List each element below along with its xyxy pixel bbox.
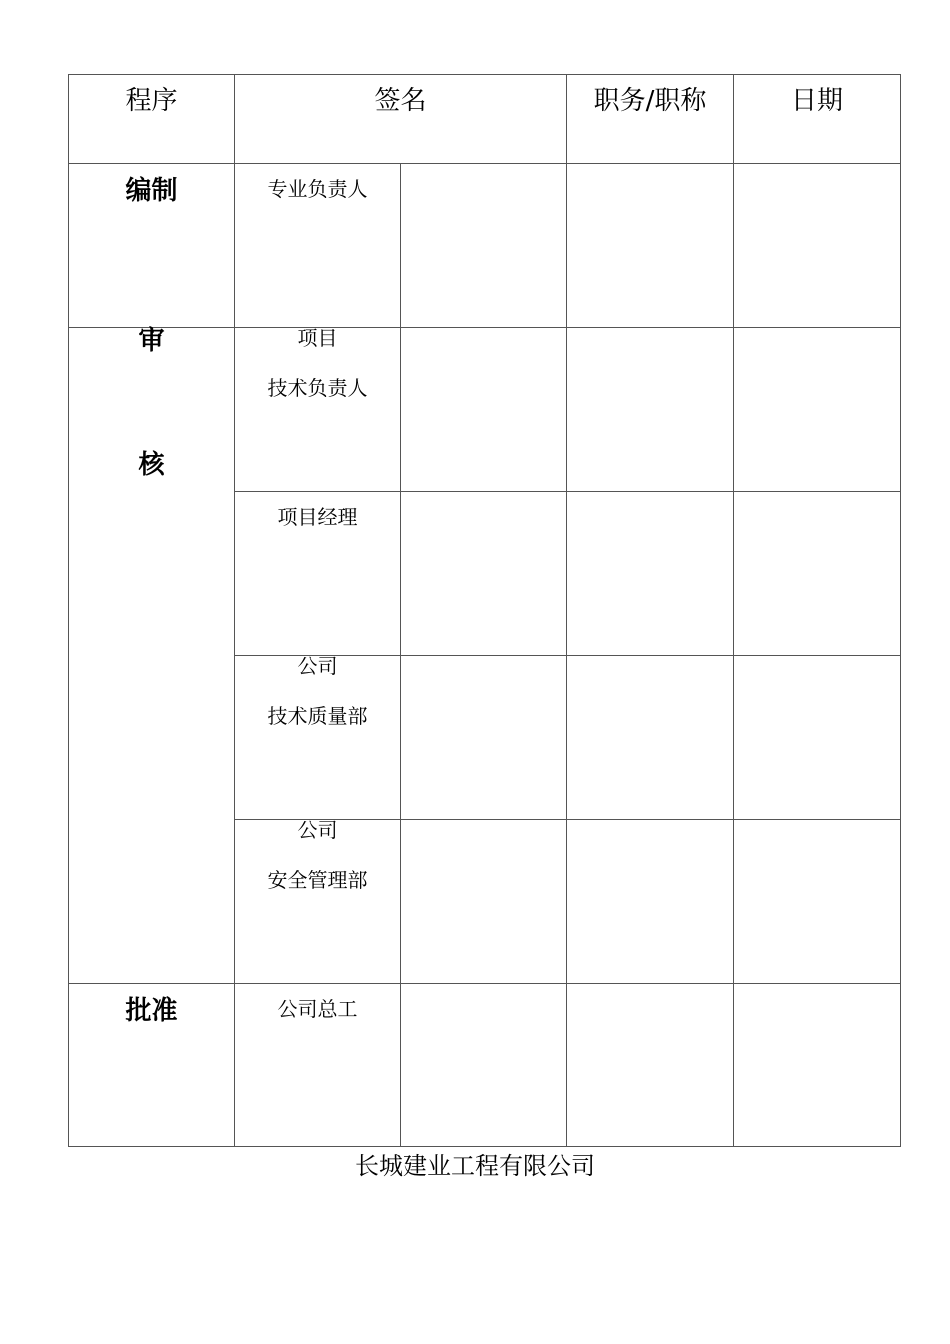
header-procedure-cell	[69, 75, 235, 164]
date-field[interactable]	[734, 164, 901, 328]
header-date: 日期	[791, 86, 844, 116]
date-field[interactable]	[734, 328, 901, 492]
role-cell-company-safety	[235, 820, 401, 984]
procedure-review-cell	[69, 328, 235, 984]
approval-sheet	[68, 74, 901, 1147]
date-field[interactable]	[734, 656, 901, 820]
role-project-manager: 项目经理	[277, 505, 358, 529]
procedure-compile-cell	[69, 164, 235, 328]
role-cell-specialty-lead	[235, 164, 401, 328]
signature-field[interactable]	[401, 492, 567, 656]
role-project-tech-lead-line2: 技术负责人	[267, 376, 368, 400]
role-specialty-lead: 专业负责人	[267, 177, 368, 201]
position-field[interactable]	[567, 820, 734, 984]
approve-row	[69, 984, 901, 1147]
header-date-cell	[734, 75, 901, 164]
date-field[interactable]	[734, 492, 901, 656]
header-position-cell	[567, 75, 734, 164]
signature-field[interactable]	[401, 328, 567, 492]
date-field[interactable]	[734, 820, 901, 984]
position-field[interactable]	[567, 984, 734, 1147]
approval-table	[68, 74, 901, 1147]
signature-field[interactable]	[401, 820, 567, 984]
signature-field[interactable]	[401, 164, 567, 328]
procedure-review-char-2: 核	[138, 450, 165, 480]
compile-row	[69, 164, 901, 328]
review-row	[69, 328, 901, 492]
role-company-tech-quality-line1: 公司	[297, 654, 338, 678]
header-signature: 签名	[374, 86, 427, 116]
header-procedure: 程序	[125, 86, 178, 116]
company-name: 长城建业工程有限公司	[355, 1152, 595, 1180]
position-field[interactable]	[567, 164, 734, 328]
signature-field[interactable]	[401, 656, 567, 820]
position-field[interactable]	[567, 656, 734, 820]
position-field[interactable]	[567, 328, 734, 492]
header-row	[69, 75, 901, 164]
procedure-approve-cell	[69, 984, 235, 1147]
position-field[interactable]	[567, 492, 734, 656]
procedure-compile: 编制	[125, 176, 178, 206]
role-company-tech-quality-line2: 技术质量部	[267, 704, 368, 728]
signature-field[interactable]	[401, 984, 567, 1147]
procedure-review-char-1: 审	[138, 326, 165, 356]
role-cell-project-tech-lead	[235, 328, 401, 492]
header-signature-cell	[235, 75, 567, 164]
procedure-approve: 批准	[125, 996, 178, 1026]
role-company-chief-engineer: 公司总工	[277, 997, 358, 1021]
header-position-title: 职务/职称	[593, 86, 707, 116]
role-company-safety-line1: 公司	[297, 818, 338, 842]
role-company-safety-line2: 安全管理部	[267, 868, 368, 892]
date-field[interactable]	[734, 984, 901, 1147]
role-project-tech-lead-line1: 项目	[297, 326, 338, 350]
role-cell-project-manager	[235, 492, 401, 656]
role-cell-company-tech-quality	[235, 656, 401, 820]
role-cell-chief-engineer	[235, 984, 401, 1147]
